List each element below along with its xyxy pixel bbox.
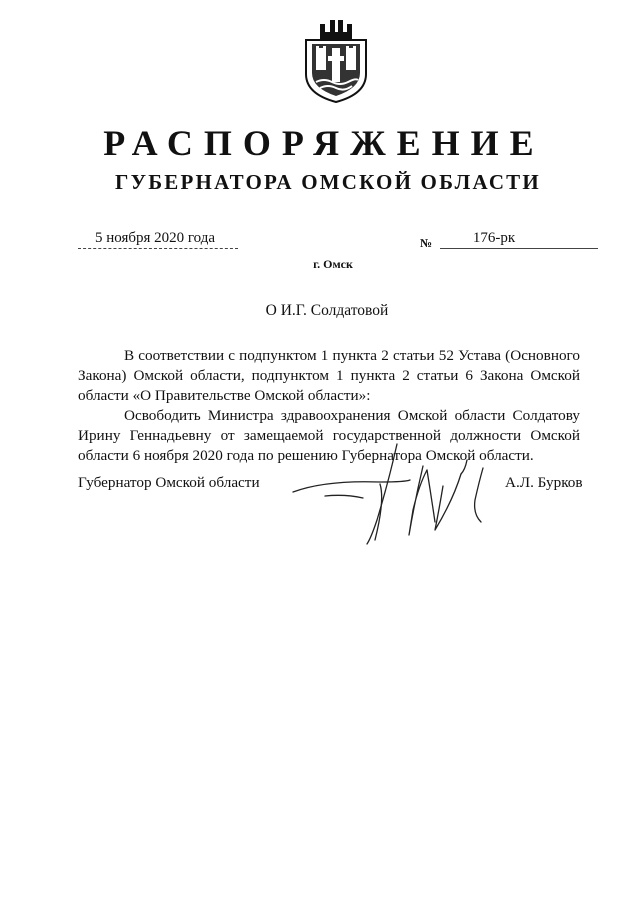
issuer-title: ГУБЕРНАТОРА ОМСКОЙ ОБЛАСТИ bbox=[115, 170, 541, 194]
number-label: № bbox=[420, 236, 433, 250]
body-paragraph: В соответствии с подпунктом 1 пункта 2 статьи 52 Устава (Основного Закона) Омской области, подпунктом 1 пункта 2 статьи 6 Закона Омской области «О Правительстве Омской области»: bbox=[78, 347, 580, 404]
signatory-title: Губернатор Омской области bbox=[78, 474, 260, 491]
signatory-name: А.Л. Бурков bbox=[505, 474, 583, 491]
document-type-title: РАСПОРЯЖЕНИЕ bbox=[103, 123, 545, 163]
document-city: г. Омск bbox=[313, 257, 353, 271]
handwritten-signature-icon bbox=[285, 440, 510, 550]
omsk-coat-of-arms-icon bbox=[300, 18, 372, 104]
body-paragraph: Освободить Министра здравоохранения Омской области Солдатову Ирину Геннадьевну от замещаемой государственной должности Омской области 6 ноября 2020 года по решению Губернатора Омской области. bbox=[78, 407, 580, 464]
document-number: 176-рк bbox=[440, 230, 598, 249]
document-subject: О И.Г. Солдатовой bbox=[265, 302, 389, 319]
document-date: 5 ноября 2020 года bbox=[78, 230, 238, 249]
